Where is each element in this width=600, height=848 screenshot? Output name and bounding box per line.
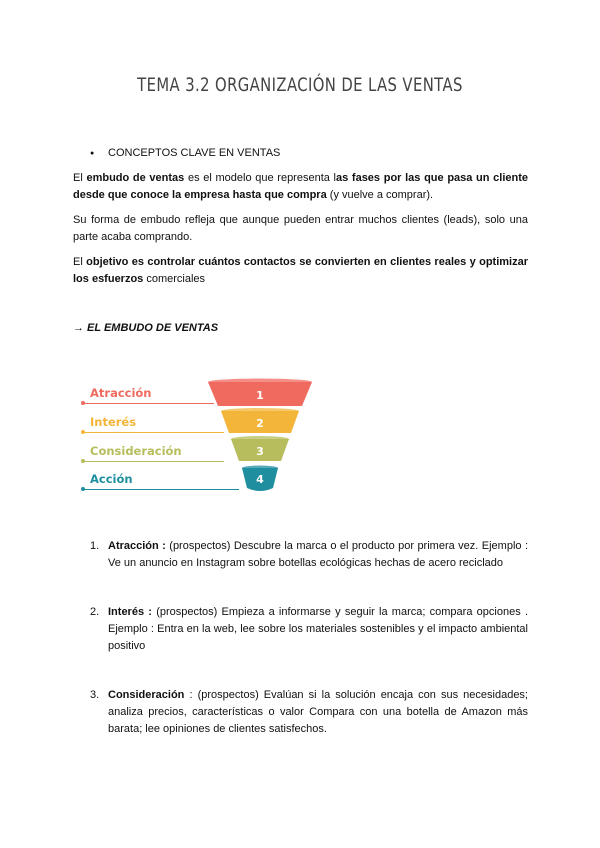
list-number: 1.: [90, 540, 100, 552]
funnel-label-atraccion: Atracción: [90, 386, 152, 400]
funnel-segment-2-top: [221, 408, 299, 414]
funnel-segment-4-top: [242, 466, 278, 471]
list-description: (prospectos) Descubre la marca o el producto por primera vez. Ejemplo : Ve un anuncio en Instagram sobre botellas ecológicas hechas de acero reciclado: [108, 540, 528, 569]
paragraph-funnel-definition: [73, 170, 528, 204]
list-item-interes: [90, 604, 528, 655]
sales-funnel-diagram: [80, 378, 320, 498]
list-description: (prospectos) Empieza a informarse y seguir la marca; compara opciones . Ejemplo : Entra en la web, lee sobre los materiales sostenibles y el impacto ambiental positivo: [108, 606, 528, 652]
funnel-number-4: 4: [256, 473, 264, 486]
bold-term: embudo de ventas: [86, 172, 185, 184]
funnel-number-1: 1: [256, 389, 264, 402]
list-number: 3.: [90, 689, 100, 701]
text-run: es el modelo que representa l: [184, 172, 336, 184]
bold-phrase: objetivo es controlar cuántos contactos se convierten en clientes reales y optimizar los esfuerzos: [73, 256, 529, 285]
paragraph-objective: [73, 254, 528, 288]
funnel-segment-1-top: [208, 379, 312, 386]
page-title: TEMA 3.2 ORGANIZACIÓN DE LAS VENTAS: [137, 74, 463, 96]
list-term: Interés :: [108, 606, 152, 618]
list-item-consideracion: [90, 687, 528, 738]
bold-phrase: as fases por las que pasa un cliente desde que conoce la empresa hasta que compra: [73, 172, 529, 201]
bullet-item: [90, 147, 280, 159]
funnel-number-3: 3: [256, 445, 264, 458]
text-run: (y vuelve a comprar).: [326, 189, 434, 201]
paragraph-funnel-shape: Su forma de embudo refleja que aunque pueden entrar muchos clientes (leads), solo una parte acaba comprando.: [73, 214, 528, 243]
bullet-dot-icon: ●: [90, 150, 95, 157]
funnel-label-interes: Interés: [90, 415, 137, 429]
funnel-segment-3-top: [231, 436, 289, 442]
funnel-label-accion: Acción: [90, 472, 133, 486]
funnel-shapes: [80, 378, 320, 498]
bullet-text: CONCEPTOS CLAVE EN VENTAS: [108, 147, 281, 159]
section-title: → EL EMBUDO DE VENTAS: [73, 322, 219, 334]
funnel-label-consideracion: Consideración: [90, 444, 182, 458]
text-run: comerciales: [143, 273, 206, 285]
text-run: El: [73, 172, 87, 184]
list-number: 2.: [90, 606, 100, 618]
text-run: El: [73, 256, 87, 268]
list-term: Consideración: [108, 689, 185, 701]
list-item-atraccion: [90, 538, 528, 572]
list-description: : (prospectos) Evalúan si la solución encaja con sus necesidades; analiza precios, características o valor Compara con una botella de Amazon más barata; lee opiniones de clientes satisfechos.: [108, 689, 528, 735]
list-term: Atracción :: [108, 540, 166, 552]
funnel-number-2: 2: [256, 417, 264, 430]
